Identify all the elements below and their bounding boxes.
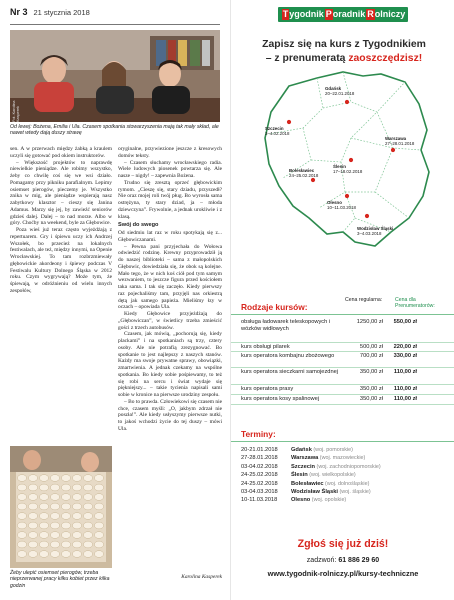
cta-website-link[interactable]: www.tygodnik-rolniczy.pl/kursy-techniczne [267, 569, 419, 578]
price-table-row [231, 368, 454, 385]
pieroga [72, 532, 81, 539]
term-voivodeship: (woj. wielkopolskie) [307, 472, 356, 479]
pieroga [94, 541, 103, 548]
pieroga [94, 475, 103, 482]
term-voivodeship: (woj. zachodniopomorskie) [315, 463, 381, 470]
price-table-row [231, 352, 454, 368]
term-date: 20-21.01.2018 [241, 447, 278, 453]
pieroga [17, 503, 26, 510]
term-voivodeship: (woj. dolnośląskie) [323, 480, 370, 487]
brand-word-initial: T [282, 8, 289, 19]
pieroga [17, 513, 26, 520]
pieroga [83, 484, 92, 491]
pieroga [17, 475, 26, 482]
brand-word-rest: oradnik [332, 8, 366, 19]
pieroga [61, 532, 70, 539]
course-name: obsługa ładowarek teleskopowych i wózków widłowych [241, 319, 331, 333]
map-city-dates: 20–22.01.2018 [325, 91, 355, 96]
map-city-dates: 27–28.01.2018 [385, 141, 415, 146]
term-date: 24-25.02.2018 [241, 480, 278, 487]
map-city-marker [311, 178, 315, 182]
article-paragraph: sen. A w przerwach między żabką a kraulem uczyli się gotować pod okiem instruktorów. [10, 146, 112, 159]
photo-caption-bottom: Żeby ulepić osiemset pierogów, trzeba nieprzerwanej pracy kilku kobiet przez kilka godzin [10, 570, 110, 589]
poland-map [259, 68, 435, 250]
pieroga [39, 522, 48, 529]
pieroga [28, 551, 37, 558]
pieroga [94, 494, 103, 501]
price-table-row [231, 395, 454, 405]
pieroga [39, 494, 48, 501]
pieroga [39, 532, 48, 539]
term-city: Bolesławiec [291, 480, 324, 487]
pieroga [83, 503, 92, 510]
article-paragraph: – Pewna pani przyjechała do Wołowa odwiedzić rodzinę. Krewny przyprowadził ją do naszej biblioteki – sama z małopolskich Głębowic, dowiedziała się, że obok są kolejne. Mało tego, że w nich koś ciół pod tym samym wezwaniem, to jeszcze figura przed kościołem taka sama. I tak się zaczęło. Kiedy pierwszy raz pojechaliśmy tam, przyjęli nas orkiestrą dętą jak samego papieża. Mieliśmy łzy w oczach – opowiada Ula. [118, 243, 222, 311]
pieroga [72, 494, 81, 501]
pieroga [28, 513, 37, 520]
term-date: 24-25.02.2018 [241, 472, 278, 479]
term-item [241, 496, 451, 504]
term-date: 03-04.03.2018 [241, 489, 278, 495]
brand-word-rest: ygodnik [289, 8, 324, 19]
pieroga [28, 503, 37, 510]
subscriber-price: 110,00 zł [393, 386, 417, 392]
subscriber-price: 550,00 zł [393, 319, 417, 325]
regular-price-heading: Cena regularna: [345, 297, 383, 303]
poland-map-svg [259, 68, 435, 250]
terms-divider [231, 441, 454, 442]
header-divider [10, 24, 220, 25]
map-city-dates: 17–18.02.2018 [333, 169, 363, 174]
ad-headline [237, 38, 451, 66]
map-city-marker [287, 120, 291, 124]
pieroga [39, 503, 48, 510]
pieroga [83, 513, 92, 520]
regular-price: 350,00 zł [359, 386, 383, 392]
article-paragraph: Od siedmiu lat raz w roku spotykają się z... Głębowiczanami. [118, 230, 222, 243]
pieroga [94, 522, 103, 529]
course-name: kurs operatora prasy [241, 386, 294, 392]
regular-price: 500,00 zł [359, 344, 383, 350]
regular-price: 350,00 zł [359, 396, 383, 402]
pieroga [39, 541, 48, 548]
pieroga [50, 522, 59, 529]
pieroga [72, 503, 81, 510]
pieroga [61, 475, 70, 482]
pieroga [61, 541, 70, 548]
pieroga [17, 532, 26, 539]
ad-headline-accent: zaoszczędzisz! [348, 53, 423, 64]
pieroga [61, 522, 70, 529]
course-name: kurs obsługi pilarek [241, 344, 290, 350]
term-city: Gdańsk [291, 447, 312, 453]
term-city: Szczecin [291, 463, 316, 470]
pieroga [83, 494, 92, 501]
pieroga [61, 513, 70, 520]
regular-price: 1250,00 zł [356, 319, 383, 325]
article-paragraph: Kiedy Głębowice przyjeżdżają do „Głębowiczan”, w świetlicy trzeba zmieścić gości z trzech autobusów. [118, 311, 222, 331]
brand-word-initial: P [325, 8, 332, 19]
pieroga [28, 494, 37, 501]
pieroga [50, 494, 59, 501]
pieroga [28, 532, 37, 539]
map-city-marker [365, 214, 369, 218]
pieroga [50, 475, 59, 482]
term-city: Wodzisław Śląski [291, 489, 338, 495]
article-author: Karolina Kasperek [181, 574, 222, 580]
brand-word-rest: olniczy [374, 8, 406, 19]
pieroga [17, 551, 26, 558]
price-table-row [231, 343, 454, 352]
map-city-dates: 3–4.02.2018 [265, 131, 290, 136]
term-voivodeship: (woj. pomorskie) [311, 447, 353, 453]
pieroga [94, 513, 103, 520]
pieroga [61, 551, 70, 558]
term-voivodeship: (woj. opolskie) [310, 497, 347, 504]
pieroga [61, 503, 70, 510]
article-paragraph: – Większość projektów to naprawdę niewielkie pieniądze. Ale robimy wszystko, żeby co chwilę coś się we wsi działo. Pomagamy przy pikniku parafialnym. Lepimy osiemset pierogów, pieczemy je. Wszystko znika w mig, ale pieniądze wspierają nasz zabytkowy klasztor – cieszy się Janina Adamus. Marzy się jej, by zawieźć seniorów gdzieś dalej. Dalej – to nad morze. Albo w góry. Choćby na weekend, byle za Głębowice. [10, 159, 112, 227]
cta-phone-line [231, 557, 454, 564]
pieroga [72, 475, 81, 482]
courses-price-table [231, 295, 454, 414]
map-city-dates: 10–11.03.2018 [327, 205, 356, 210]
pieroga [50, 484, 59, 491]
term-city: Ślesin [291, 472, 308, 479]
pieroga [39, 475, 48, 482]
course-name: kurs operatora kosy spalinowej [241, 396, 320, 402]
pieroga [50, 503, 59, 510]
pieroga [39, 551, 48, 558]
map-city-marker [349, 158, 353, 162]
term-date: 03-04.02.2018 [241, 463, 278, 470]
pieroga [17, 484, 26, 491]
term-voivodeship: (woj. śląskie) [338, 489, 371, 495]
term-item [241, 454, 451, 462]
regular-price: 350,00 zł [359, 369, 383, 375]
courses-heading: Rodzaje kursów: [241, 302, 308, 312]
pieroga [61, 494, 70, 501]
subscriber-price: 110,00 zł [393, 396, 417, 402]
pieroga [83, 532, 92, 539]
ad-headline-line2 [237, 52, 451, 66]
brand-wordmark [278, 7, 409, 22]
article-column-1 [10, 146, 112, 440]
pieroga [50, 551, 59, 558]
photo-three-women [10, 30, 220, 122]
terms-heading: Terminy: [241, 429, 276, 439]
price-table-row [231, 316, 454, 343]
regular-price: 700,00 zł [359, 353, 383, 359]
article-paragraph: – Bo to prawda. Człowiekowi się czasem nie chce, czasem myśli: „O, jakbym zdrzał nie poszła!”. Ale kiedy usłyszymy pierwsze nutki, to jakoś wchodzi życie do tej duszy – mówi Ula. [118, 398, 222, 432]
issue-date: 21 stycznia 2018 [33, 8, 90, 17]
pieroga [39, 484, 48, 491]
pieroga [28, 541, 37, 548]
article-paragraph: oryginalne, przywiezione jeszcze z kresowych domów teksty. [118, 146, 222, 159]
pieroga [83, 522, 92, 529]
map-city-name: Olesno [327, 200, 342, 205]
photo-pierogi-illustration [10, 446, 112, 568]
term-date: 10-11.03.2018 [241, 497, 278, 504]
pieroga [94, 484, 103, 491]
photo-three-women-illustration [10, 30, 220, 122]
price-table-header [231, 295, 454, 315]
pieroga [72, 484, 81, 491]
article-paragraph: Trudno się zresztą oprzeć głębowickim rymom. „Cieszę się, stary dziadu, przyszedł? Nie oraz mojej roli twój pług. Bo wyrosła sama ostrężyna, ty stary dziad, ja – młoda dziewczyna”. Frywolnie, a jednak urokliwie i z klasą. [118, 179, 222, 220]
map-city-name: Gdańsk [325, 86, 342, 91]
term-item [241, 463, 451, 471]
pieroga [72, 513, 81, 520]
article-paragraph: Poza wieś już teraz często wyjeżdżają z repertuarem. Gry i śpiewu uczy ich Andrzej Wszołek, bo przecież na lokalnych festiwalach, ale też, między innymi, na Openie Wrocławskiej. To tam rozbrzmiewały głębowickie akordeony i śpiewy podczas V Festiwalu Kultury Dolnego Śląska w 2012 roku. Czym wygrywają? Może tym, że śpiewają, w odróżnieniu od wielu innych zespołów, [10, 227, 112, 294]
ad-headline-prefix: – z prenumeratą [265, 53, 349, 64]
pieroga [17, 541, 26, 548]
pieroga [28, 475, 37, 482]
map-city-name: Szczecin [265, 126, 284, 131]
pieroga [17, 494, 26, 501]
subscriber-price: 220,00 zł [393, 344, 417, 350]
term-city: Olesno [291, 497, 311, 504]
photo-caption-top: Od lewej: Bożena, Emilia i Ula. Czasem spotkania stowarzyszenia mają tak mały skład, ale nawet wtedy dają duszy strawę [10, 124, 219, 137]
pieroga [94, 532, 103, 539]
cta-heading: Zgłoś się już dziś! [297, 538, 389, 550]
photo-pierogi [10, 446, 112, 568]
pieroga [94, 551, 103, 558]
pieroga [17, 522, 26, 529]
pieroga [72, 551, 81, 558]
term-item [241, 446, 451, 454]
pieroga [28, 484, 37, 491]
pieroga [72, 541, 81, 548]
map-city-name: Bolesławiec [289, 168, 315, 173]
pieroga [61, 484, 70, 491]
map-city-marker [391, 148, 395, 152]
article-subheading: Swój do swego [118, 222, 159, 229]
cta-phone-label: zadzwoń: [306, 557, 337, 564]
subscriber-price: 110,00 zł [393, 369, 417, 375]
subscriber-price-heading: Cena dla Prenumeratorów: [395, 297, 435, 310]
pieroga [39, 513, 48, 520]
pieroga [50, 532, 59, 539]
pieroga [50, 513, 59, 520]
map-city-name: Wodzisław Śląski [357, 226, 394, 231]
pieroga [83, 541, 92, 548]
course-advertisement [230, 0, 454, 600]
pieroga [94, 503, 103, 510]
pieroga [83, 475, 92, 482]
article-paragraph: – Czasem słuchamy wrocławskiego radia. Wiele ludowych piosenek powtarza się. Ale nasze – nigdy! – zapewnia Bożena. [118, 159, 222, 179]
map-city-dates: 3–4.03.2018 [357, 231, 382, 236]
pieroga [28, 522, 37, 529]
map-city-marker [345, 194, 349, 198]
article-paragraph: Czasem, jak mówią, „pochorują się, kiedy plackami” i na spotkaniach są trzy, cztery osoby. Ale nie potrafią zrezygnować. Bo spotkanie to jest najlepszy z naszych stanów. Każdy ma swoje prywatne sprawy, obowiązki, zmartwienia. A jednak czekamy na wspólne spotkania. Bo kiedy sobie pośpiewamy, to też się robi na sercu i świat wydaje się piękniejszy... – takie tycienia napisali sami sobie w kronice na pierwsze urodziny zespołu. [118, 331, 222, 398]
course-name: kurs operatora kombajnu zbożowego [241, 353, 335, 359]
brand-word-initial: R [367, 8, 374, 19]
term-date: 27-28.01.2018 [241, 455, 278, 462]
term-voivodeship: (woj. mazowieckie) [318, 455, 366, 462]
term-item [241, 480, 451, 488]
issue-number: Nr 3 [10, 7, 28, 17]
price-table-row [231, 385, 454, 395]
term-item [241, 488, 451, 496]
map-city-name: Warszawa [385, 136, 407, 141]
course-name: kurs operatora sieczkarni samojezdnej [241, 369, 339, 375]
article-column-2 [118, 146, 222, 590]
pieroga [50, 541, 59, 548]
pieroga [72, 522, 81, 529]
ad-headline-line1: Zapisz się na kurs z Tygodnikiem [262, 39, 426, 50]
map-city-dates: 24–25.02.2018 [289, 173, 319, 178]
subscriber-price: 330,00 zł [393, 353, 417, 359]
term-item [241, 471, 451, 479]
cta-phone-number[interactable]: 61 886 29 60 [338, 557, 380, 564]
brand-logo [231, 4, 454, 24]
map-city-marker [345, 100, 349, 104]
term-city: Warszawa [291, 455, 319, 462]
pieroga [83, 551, 92, 558]
photo-credit: Fot. Karolina Kasperek [12, 100, 20, 122]
map-city-name: Ślesin [333, 164, 346, 169]
